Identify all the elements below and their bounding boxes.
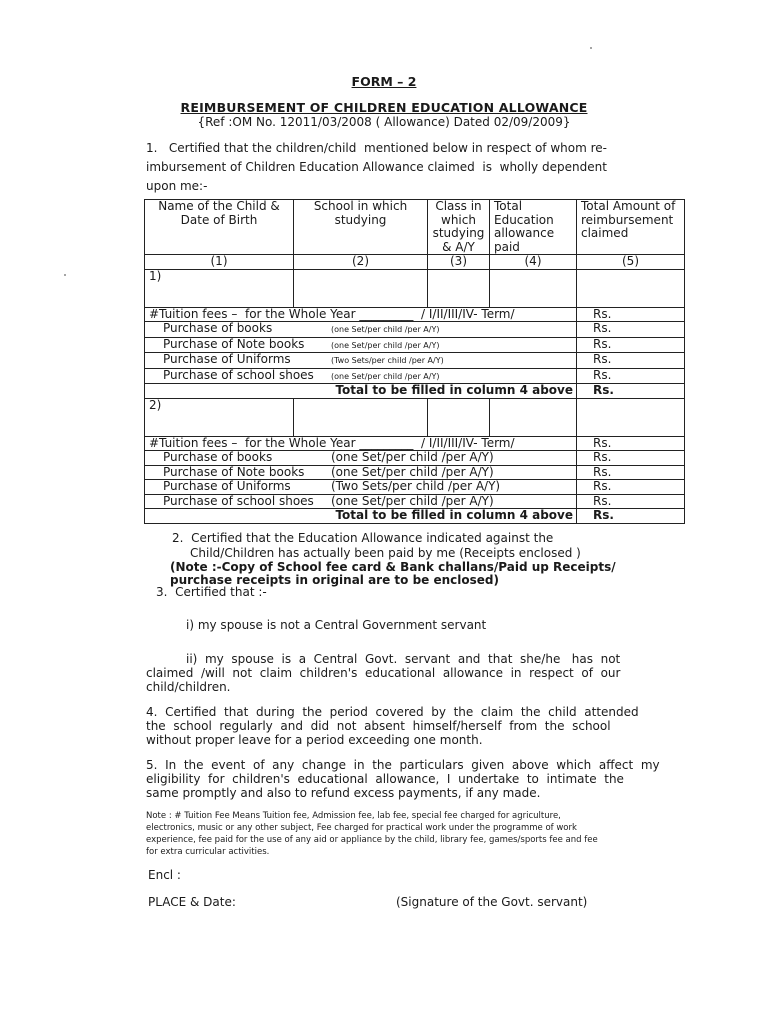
child2-item-shoes xyxy=(145,494,577,509)
child2-item-uniforms xyxy=(145,480,577,495)
child2-name-cell[interactable] xyxy=(145,398,294,436)
header-total-claimed: Total Amount of reimbursement claimed xyxy=(577,200,685,255)
allowance-table xyxy=(144,199,685,524)
child2-school-cell[interactable] xyxy=(294,398,428,436)
section3-item-ii-line2: claimed /will not claim children's educational allowance in respect of our xyxy=(146,666,621,680)
child1-item-notebooks xyxy=(145,337,577,353)
child2-tuition-rs[interactable]: Rs. xyxy=(577,436,685,451)
col-number-1: (1) xyxy=(145,255,294,270)
section5-line2: eligibility for children's educational allowance, I undertake to intimate the xyxy=(146,772,624,786)
section2-line2: Child/Children has actually been paid by me (Receipts enclosed ) xyxy=(190,546,581,560)
child1-school-cell[interactable] xyxy=(294,269,428,307)
section1-line3: upon me:- xyxy=(146,179,208,193)
footnote-line2: electronics, music or any other subject, Fee charged for practical work under the programme of work xyxy=(146,823,577,833)
child1-shoes-rs[interactable]: Rs. xyxy=(577,368,685,384)
section3-item-ii-line3: child/children. xyxy=(146,680,231,694)
child2-claimed-cell[interactable] xyxy=(577,398,685,436)
form-title: REIMBURSEMENT OF CHILDREN EDUCATION ALLOWANCE xyxy=(180,100,588,115)
child2-shoes-rs[interactable]: Rs. xyxy=(577,494,685,509)
child1-item-shoes xyxy=(145,368,577,384)
item-label: Purchase of Uniforms xyxy=(163,352,291,366)
item-detail: (one Set/per child /per A/Y) xyxy=(331,340,440,350)
item-label: Purchase of school shoes xyxy=(163,493,314,508)
child1-total-rs[interactable]: Rs. xyxy=(577,384,685,399)
header-child-name: Name of the Child & Date of Birth xyxy=(145,200,294,255)
section2-note-line1: (Note :-Copy of School fee card & Bank challans/Paid up Receipts/ xyxy=(170,560,616,574)
item-label: Purchase of books xyxy=(163,450,273,464)
section5-line1: 5. In the event of any change in the particulars given above which affect my xyxy=(146,758,660,772)
col-number-4: (4) xyxy=(490,255,577,270)
signature-label: (Signature of the Govt. servant) xyxy=(396,895,588,909)
child1-paid-cell[interactable] xyxy=(490,269,577,307)
item-label: Purchase of Note books xyxy=(163,336,305,351)
child1-label: 1) xyxy=(149,268,162,283)
header-total-paid: Total Education allowance paid xyxy=(490,200,577,255)
item-label: Purchase of Note books xyxy=(163,464,305,479)
form-reference: {Ref :OM No. 12011/03/2008 ( Allowance) Dated 02/09/2009} xyxy=(197,115,571,129)
item-detail: (one Set/per child /per A/Y) xyxy=(331,493,494,508)
item-detail: (Two Sets/per child /per A/Y) xyxy=(331,479,501,493)
child1-books-rs[interactable]: Rs. xyxy=(577,322,685,338)
col-number-3: (3) xyxy=(428,255,490,270)
child2-tuition-row: #Tuition fees – for the Whole Year _________ / I/II/III/IV- Term/ xyxy=(145,436,577,451)
item-label: Purchase of Uniforms xyxy=(163,479,291,493)
section4-line1: 4. Certified that during the period covered by the claim the child attended xyxy=(146,705,639,719)
child1-notebooks-rs[interactable]: Rs. xyxy=(577,337,685,353)
section1-line2: imbursement of Children Education Allowance claimed is wholly dependent xyxy=(146,160,607,174)
section3-heading: 3. Certified that :- xyxy=(156,585,267,599)
child1-item-books xyxy=(145,322,577,338)
child2-total-label: Total to be filled in column 4 above xyxy=(145,509,577,524)
child2-uniforms-rs[interactable]: Rs. xyxy=(577,480,685,495)
item-detail: (one Set/per child /per A/Y) xyxy=(331,464,494,479)
child1-tuition-row: #Tuition fees – for the Whole Year _________ / I/II/III/IV- Term/ xyxy=(145,307,577,322)
item-detail: (one Set/per child /per A/Y) xyxy=(331,325,440,334)
footnote-line3: experience, fee paid for the use of any aid or appliance by the child, library fee, games/sports fee and fee xyxy=(146,835,598,845)
child2-notebooks-rs[interactable]: Rs. xyxy=(577,465,685,480)
child1-total-label: Total to be filled in column 4 above xyxy=(145,384,577,399)
child1-class-cell[interactable] xyxy=(428,269,490,307)
header-class: Class in which studying & A/Y xyxy=(428,200,490,255)
child2-paid-cell[interactable] xyxy=(490,398,577,436)
child2-label: 2) xyxy=(149,397,162,412)
child1-item-uniforms xyxy=(145,353,577,369)
section5-line3: same promptly and also to refund excess payments, if any made. xyxy=(146,786,541,800)
child1-tuition-rs[interactable]: Rs. xyxy=(577,307,685,322)
child1-name-cell[interactable] xyxy=(145,269,294,307)
item-detail: (one Set/per child /per A/Y) xyxy=(331,450,494,464)
item-detail: (one Set/per child /per A/Y) xyxy=(331,371,440,381)
place-date-label: PLACE & Date: xyxy=(148,895,236,909)
section3-item-ii-line1: ii) my spouse is a Central Govt. servant and that she/he has not xyxy=(186,652,621,666)
section4-line2: the school regularly and did not absent himself/herself from the school xyxy=(146,719,611,733)
child2-item-books xyxy=(145,451,577,466)
child1-uniforms-rs[interactable]: Rs. xyxy=(577,353,685,369)
section3-item-i: i) my spouse is not a Central Government servant xyxy=(186,618,487,632)
child2-class-cell[interactable] xyxy=(428,398,490,436)
section1-line1: 1. Certified that the children/child mentioned below in respect of whom re- xyxy=(146,141,607,155)
item-label: Purchase of school shoes xyxy=(163,367,314,382)
scan-speck xyxy=(590,47,592,49)
item-label: Purchase of books xyxy=(163,321,273,335)
section4-line3: without proper leave for a period exceeding one month. xyxy=(146,733,483,747)
form-number: FORM – 2 xyxy=(351,74,417,89)
section2-note-line2: purchase receipts in original are to be enclosed) xyxy=(170,573,499,587)
col-number-2: (2) xyxy=(294,255,428,270)
header-school: School in which studying xyxy=(294,200,428,255)
child1-claimed-cell[interactable] xyxy=(577,269,685,307)
item-detail: (Two Sets/per child /per A/Y) xyxy=(331,356,444,365)
footnote-line1: Note : # Tuition Fee Means Tuition fee, Admission fee, lab fee, special fee charged for agriculture, xyxy=(146,811,561,821)
enclosure-label: Encl : xyxy=(148,868,181,882)
col-number-5: (5) xyxy=(577,255,685,270)
child2-item-notebooks xyxy=(145,465,577,480)
footnote-line4: for extra curricular activities. xyxy=(146,847,270,857)
child2-books-rs[interactable]: Rs. xyxy=(577,451,685,466)
section2-line1: 2. Certified that the Education Allowance indicated against the xyxy=(172,531,554,545)
child2-total-rs[interactable]: Rs. xyxy=(577,509,685,524)
scan-speck xyxy=(64,274,66,276)
